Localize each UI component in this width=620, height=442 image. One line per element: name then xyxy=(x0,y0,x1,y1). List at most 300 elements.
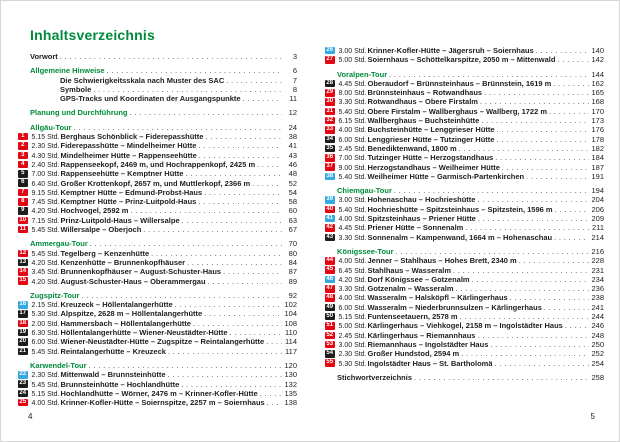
duration-label: 3.00 Std. xyxy=(338,197,367,205)
page-number: 216 xyxy=(591,246,604,256)
page-number: 70 xyxy=(288,239,297,249)
dot-leader xyxy=(495,153,589,162)
section-heading-label: Ammergau-Tour xyxy=(30,239,88,249)
toc-section xyxy=(325,70,604,182)
section-heading-label: Planung und Durchführung xyxy=(30,108,128,118)
dot-leader xyxy=(182,216,282,225)
section-heading xyxy=(30,108,297,117)
dot-leader xyxy=(185,169,282,178)
duration-label: 2.00 Std. xyxy=(31,320,60,328)
dot-leader xyxy=(204,309,282,318)
toc-entry xyxy=(18,141,297,150)
page-number: 184 xyxy=(591,153,604,163)
page-number: 168 xyxy=(591,97,604,107)
dot-leader xyxy=(453,266,589,275)
toc-entry xyxy=(325,275,604,284)
duration-label: 4.00 Std. xyxy=(338,295,367,303)
route-title: Kemptner Hütte – Prinz-Luitpold-Haus xyxy=(60,197,197,207)
route-title: Funtenseetauern, 2578 m xyxy=(367,312,458,322)
toc-entry xyxy=(18,319,297,328)
route-title: Benediktenwand, 1800 m xyxy=(367,143,457,153)
dot-leader xyxy=(208,277,282,286)
dot-leader xyxy=(502,163,589,172)
section-heading-label: Chiemgau-Tour xyxy=(337,186,392,196)
folio-right: 5 xyxy=(590,412,595,421)
section-heading-label: Allgemeine Hinweise xyxy=(30,66,105,76)
tour-number-badge: 12 xyxy=(19,249,27,256)
route-title: Tutzinger Hütte – Herzogstandhaus xyxy=(367,153,494,163)
dot-leader xyxy=(198,141,282,150)
route-title: Mindelheimer Hütte – Rappenseehütte xyxy=(60,150,197,160)
tour-number-badge: 29 xyxy=(326,89,334,96)
route-title: Rotwandhaus – Obere Firstalm xyxy=(367,97,478,107)
dot-leader xyxy=(130,206,282,215)
toc-entry xyxy=(18,160,297,169)
tour-number-badge: 14 xyxy=(19,268,27,275)
duration-label: 6.00 Std. xyxy=(338,304,367,312)
tour-number-badge: 34 xyxy=(326,135,334,142)
dot-leader xyxy=(187,258,282,267)
tour-number-badge: 43 xyxy=(326,233,334,240)
dot-leader xyxy=(460,312,589,321)
toc-entry xyxy=(325,266,604,275)
route-title: Hammersbach – Höllentalangerhütte xyxy=(60,318,191,328)
page-number: 89 xyxy=(288,276,297,286)
toc-section xyxy=(325,247,604,368)
route-title: Lenggrieser Hütte – Tutzinger Hütte xyxy=(367,134,495,144)
toc-entry xyxy=(325,79,604,88)
duration-label: 3.00 Std. xyxy=(338,341,367,349)
section-heading xyxy=(30,291,297,300)
toc-entry xyxy=(18,267,297,276)
duration-label: 5.30 Std. xyxy=(338,360,367,368)
duration-label: 5.40 Std. xyxy=(338,206,367,214)
toc-entry xyxy=(325,205,604,214)
dot-leader xyxy=(519,256,589,265)
tour-number-badge: 6 xyxy=(18,179,28,187)
tour-number-badge: 23 xyxy=(19,380,27,387)
route-title: Kemptner Hütte – Edmund-Probst-Haus xyxy=(60,187,203,197)
tour-number-badge: 44 xyxy=(326,257,334,264)
toc-entry xyxy=(18,225,297,234)
duration-label: 3.00 Std. xyxy=(338,48,367,55)
toc-entry xyxy=(325,55,604,64)
toc-entry xyxy=(325,144,604,153)
route-title: Hochvogel, 2592 m xyxy=(60,206,129,216)
tour-number-badge: 2 xyxy=(18,142,28,150)
route-title: Gotzenalm – Wasseralm xyxy=(367,284,454,294)
duration-label: 4.30 Std. xyxy=(31,152,60,160)
page-number: 162 xyxy=(591,78,604,88)
route-title: Hochrieshütte – Spitzsteinhaus – Spitzstein, 1596 m xyxy=(367,204,553,214)
toc-entry xyxy=(325,321,604,330)
page-number: 8 xyxy=(292,84,297,94)
route-title: Hochlandhütte – Wörner, 2476 m – Krinner-Kofler-Hütte xyxy=(60,388,258,398)
route-title: Prinz-Luitpold-Haus – Willersalpe xyxy=(60,215,180,225)
page-number: 236 xyxy=(591,284,604,294)
tour-number-badge: 41 xyxy=(326,214,334,221)
toc-entry xyxy=(325,340,604,349)
page-number: 187 xyxy=(591,162,604,172)
dot-leader xyxy=(81,291,282,300)
page-number: 38 xyxy=(288,132,297,142)
dot-leader xyxy=(414,373,589,382)
duration-label: 5.45 Std. xyxy=(31,348,60,356)
duration-label: 6.15 Std. xyxy=(338,118,367,126)
dot-leader xyxy=(198,197,282,206)
tour-number-badge: 5 xyxy=(18,170,28,178)
page-number: 138 xyxy=(284,398,297,408)
page-number: 248 xyxy=(591,330,604,340)
route-title: Rappenseekopf, 2469 m, und Hochrappenkopf, 2425 m xyxy=(60,159,256,169)
dot-leader xyxy=(60,52,282,61)
duration-label: 7.00 Std. xyxy=(338,155,367,163)
page-number: 209 xyxy=(591,214,604,224)
page-number: 140 xyxy=(591,46,604,55)
duration-label: 5.30 Std. xyxy=(31,311,60,319)
dot-leader xyxy=(168,347,282,356)
dot-leader xyxy=(490,340,589,349)
tour-number-badge: 3 xyxy=(18,152,28,160)
route-title: Priener Hütte – Sonnenalm xyxy=(367,223,464,233)
toc-section xyxy=(325,46,604,65)
section-heading-label: Königssee-Tour xyxy=(337,246,394,256)
duration-label: 5.00 Std. xyxy=(338,57,367,65)
route-title: Weilheimer Hütte – Garmisch-Partenkirchen xyxy=(367,171,525,181)
page-number: 246 xyxy=(591,321,604,331)
route-title: Buchsteinhütte – Lenggrieser Hütte xyxy=(367,125,495,135)
page-number: 58 xyxy=(288,197,297,207)
toc-section xyxy=(18,239,297,285)
dot-leader xyxy=(497,125,589,134)
duration-label: 7.00 Std. xyxy=(31,171,60,179)
duration-label: 2.40 Std. xyxy=(31,161,60,169)
toc-section xyxy=(18,66,297,103)
toc-entry xyxy=(18,169,297,178)
dot-leader xyxy=(223,267,282,276)
route-title: Soiernhaus – Schöttelkarspitze, 2050 m – Mittenwald xyxy=(367,55,556,65)
duration-label: 4.20 Std. xyxy=(338,276,367,284)
toc-entry xyxy=(60,94,297,103)
section-heading-label: Zugspitz-Tour xyxy=(30,290,80,300)
toc-entry xyxy=(325,312,604,321)
section-heading xyxy=(30,66,297,75)
duration-label: 2.15 Std. xyxy=(31,302,60,310)
dot-leader xyxy=(389,70,589,79)
toc-entry xyxy=(325,359,604,368)
duration-label: 2.30 Std. xyxy=(338,351,367,359)
route-title: Riemannhaus – Ingolstädter Haus xyxy=(367,339,489,349)
duration-label: 4.20 Std. xyxy=(31,208,60,216)
toc-entry xyxy=(60,76,297,85)
page-number: 144 xyxy=(591,69,604,79)
route-title: Sonnenalm – Kampenwand, 1664 m – Hohenaschau xyxy=(367,232,553,242)
route-title: Wasseralm – Niederbrunnsulzen – Kärlingerhaus xyxy=(367,302,542,312)
page-number: 135 xyxy=(284,388,297,398)
tour-number-badge: 16 xyxy=(19,301,27,308)
tour-number-badge: 26 xyxy=(326,46,334,53)
page-number: 43 xyxy=(288,150,297,160)
dot-leader xyxy=(565,321,589,330)
route-title: Brunnsteinhütte – Hochlandhütte xyxy=(60,379,180,389)
section-heading xyxy=(30,361,297,370)
dot-leader xyxy=(230,328,282,337)
dot-leader xyxy=(175,300,282,309)
duration-label: 4.20 Std. xyxy=(31,278,60,286)
toc-entry xyxy=(18,347,297,356)
duration-label: 7.45 Std. xyxy=(31,199,60,207)
tour-number-badge: 27 xyxy=(326,56,334,63)
toc-entry xyxy=(325,284,604,293)
section-heading-label: Voralpen-Tour xyxy=(337,69,388,79)
route-title: Stahlhaus – Wasseralm xyxy=(367,265,452,275)
page-number: 250 xyxy=(591,339,604,349)
tour-number-badge: 4 xyxy=(18,161,28,169)
dot-leader xyxy=(90,239,282,248)
dot-leader xyxy=(456,284,589,293)
page-number: 120 xyxy=(284,360,297,370)
tour-number-badge: 10 xyxy=(19,216,27,223)
dot-leader xyxy=(477,195,589,204)
tour-number-badge: 33 xyxy=(326,126,334,133)
dot-leader xyxy=(394,186,589,195)
dot-leader xyxy=(481,116,589,125)
toc-entry xyxy=(325,214,604,223)
dot-leader xyxy=(496,135,589,144)
toc-right-page xyxy=(325,27,604,407)
duration-label: 4.45 Std. xyxy=(338,225,367,233)
page-number: 92 xyxy=(288,290,297,300)
page-number: 3 xyxy=(292,52,297,61)
section-heading-label: Allgäu-Tour xyxy=(30,122,72,132)
page-number: 67 xyxy=(288,225,297,235)
route-title: Wasseralm – Halsköpfl – Kärlingerhaus xyxy=(367,293,508,303)
tour-number-badge: 46 xyxy=(326,275,334,282)
dot-leader xyxy=(267,398,282,407)
page-number: 231 xyxy=(591,265,604,275)
section-heading-label: Karwendel-Tour xyxy=(30,360,87,370)
tour-number-badge: 19 xyxy=(19,328,27,335)
page-number: 214 xyxy=(591,232,604,242)
page-number: 142 xyxy=(591,55,604,65)
dot-leader xyxy=(243,94,282,103)
toc-entry xyxy=(325,256,604,265)
tour-number-badge: 50 xyxy=(326,312,334,319)
route-title: Brünnsteinhaus – Rotwandhaus xyxy=(367,88,483,98)
dot-leader xyxy=(257,160,282,169)
toc-entry xyxy=(325,125,604,134)
dot-leader xyxy=(107,66,282,75)
page-number: 244 xyxy=(591,312,604,322)
section-heading xyxy=(337,186,604,195)
route-title: Großer Hundstod, 2594 m xyxy=(367,349,460,359)
tour-number-badge: 21 xyxy=(19,347,27,354)
tour-number-badge: 7 xyxy=(18,189,28,197)
route-title: Obere Firstalm – Wallberghaus – Wallberg, 1722 m xyxy=(367,106,548,116)
toc-entry xyxy=(325,135,604,144)
dot-leader xyxy=(477,331,589,340)
page-number: 104 xyxy=(284,309,297,319)
route-title: Berghaus Schönblick – Fiderepasshütte xyxy=(60,132,204,142)
tour-number-badge: 22 xyxy=(19,371,27,378)
toc-entry xyxy=(18,206,297,215)
tour-number-badge: 52 xyxy=(326,331,334,338)
dot-leader xyxy=(260,389,282,398)
page-number: 12 xyxy=(288,108,297,118)
dot-leader xyxy=(555,205,589,214)
page-number: 63 xyxy=(288,215,297,225)
duration-label: 4.20 Std. xyxy=(31,259,60,267)
dot-leader xyxy=(526,172,589,181)
tour-number-badge: 11 xyxy=(19,225,26,232)
dot-leader xyxy=(93,85,282,94)
toc-entry xyxy=(18,300,297,309)
tour-number-badge: 49 xyxy=(326,303,334,310)
toc-left-sections xyxy=(18,52,297,407)
route-title: Rappenseehütte – Kemptner Hütte xyxy=(60,169,184,179)
tour-number-badge: 8 xyxy=(18,198,28,206)
page-number: 170 xyxy=(591,106,604,116)
tour-number-badge: 35 xyxy=(326,144,334,151)
route-title: Wallberghaus – Buchsteinhütte xyxy=(367,116,480,126)
page-number: 132 xyxy=(284,379,297,389)
dot-leader xyxy=(193,319,282,328)
duration-label: 9.00 Std. xyxy=(338,164,367,172)
folio-left: 4 xyxy=(28,412,33,421)
tour-number-badge: 53 xyxy=(326,340,334,347)
tour-number-badge: 36 xyxy=(326,154,334,161)
page-number: 254 xyxy=(591,358,604,368)
toc-entry xyxy=(18,277,297,286)
route-title: Reintalangerhütte – Kreuzeck xyxy=(60,346,166,356)
route-title: Willersalpe – Oberjoch xyxy=(60,225,142,235)
page-number: 117 xyxy=(285,346,297,356)
dot-leader xyxy=(205,132,282,141)
page-number: 6 xyxy=(292,66,297,76)
toc-entry xyxy=(325,303,604,312)
toc-spread xyxy=(1,1,619,407)
toc-section xyxy=(325,373,604,382)
duration-label: 5.45 Std. xyxy=(31,381,60,389)
toc-entry xyxy=(18,179,297,188)
toc-entry xyxy=(18,151,297,160)
toc-entry xyxy=(18,389,297,398)
toc-entry xyxy=(60,85,297,94)
route-title: Kenzenhütte – Brunnenkopfhäuser xyxy=(60,257,186,267)
section-heading xyxy=(30,52,297,61)
dot-leader xyxy=(536,46,589,55)
page-number: 24 xyxy=(288,122,297,132)
page-number: 206 xyxy=(591,204,604,214)
page-number: 52 xyxy=(288,178,297,188)
toc-entry xyxy=(325,46,604,55)
dot-leader xyxy=(459,144,589,153)
page-number: 110 xyxy=(285,328,297,338)
duration-label: 5.00 Std. xyxy=(338,323,367,331)
route-title: Wiener-Neustädter-Hütte – Zugspitze – Reintalangerhütte xyxy=(60,337,265,347)
dot-leader xyxy=(461,349,589,358)
section-heading xyxy=(337,373,604,382)
dot-leader xyxy=(396,247,589,256)
dot-leader xyxy=(266,337,282,346)
page-number: 182 xyxy=(591,143,604,153)
page-number: 194 xyxy=(591,186,604,196)
page-title: Inhaltsverzeichnis xyxy=(30,27,155,43)
page-number: 241 xyxy=(591,302,604,312)
route-title: Tegelberg – Kenzenhütte xyxy=(60,248,150,258)
dot-leader xyxy=(74,123,282,132)
page-number: 80 xyxy=(288,248,297,258)
dot-leader xyxy=(544,303,589,312)
tour-number-badge: 25 xyxy=(19,398,27,405)
toc-entry xyxy=(325,233,604,242)
dot-leader xyxy=(130,108,283,117)
toc-entry xyxy=(325,97,604,106)
route-title: Kreuzeck – Höllentalangerhütte xyxy=(60,300,173,310)
route-title: Krinner-Kofler-Hütte – Jägersruh – Soiernhaus xyxy=(367,46,534,55)
route-title: August-Schuster-Haus – Oberammergau xyxy=(60,276,206,286)
duration-label: 5.40 Std. xyxy=(338,108,367,116)
dot-leader xyxy=(181,380,282,389)
duration-label: 6.00 Std. xyxy=(31,339,60,347)
tour-number-badge: 38 xyxy=(326,172,334,179)
duration-label: 4.00 Std. xyxy=(31,400,60,408)
page-number: 41 xyxy=(288,141,297,151)
route-title: Hohenaschau – Hochrieshütte xyxy=(367,195,476,205)
toc-entry xyxy=(325,116,604,125)
page-number: 54 xyxy=(288,187,297,197)
toc-entry xyxy=(18,216,297,225)
dot-leader xyxy=(204,188,282,197)
toc-entry xyxy=(325,331,604,340)
tour-number-badge: 32 xyxy=(326,116,334,123)
tour-number-badge: 31 xyxy=(326,107,334,114)
toc-entry xyxy=(325,163,604,172)
tour-number-badge: 13 xyxy=(19,258,27,265)
page-number: 176 xyxy=(591,125,604,135)
dot-leader xyxy=(553,79,589,88)
route-title: Kärlingerhaus – Riemannhaus xyxy=(367,330,476,340)
toc-right-sections xyxy=(325,46,604,382)
page-number: 228 xyxy=(591,256,604,266)
page-number: 114 xyxy=(285,337,297,347)
page-number: 178 xyxy=(591,134,604,144)
toc-entry xyxy=(18,328,297,337)
route-title: Dorf Königssee – Gotzenalm xyxy=(367,274,470,284)
toc-entry xyxy=(18,258,297,267)
dot-leader xyxy=(226,76,282,85)
tour-number-badge: 30 xyxy=(326,98,334,105)
tour-number-badge: 54 xyxy=(326,350,334,357)
route-title: Krinner-Kofler-Hütte – Soiernspitze, 2257 m – Soiernhaus xyxy=(60,398,265,408)
toc-entry xyxy=(18,132,297,141)
duration-label: 4.00 Std. xyxy=(338,216,367,224)
tour-number-badge: 39 xyxy=(326,196,334,203)
route-title: Höllentalangerhütte – Wiener-Neustädter-Hütte xyxy=(60,328,228,338)
toc-section xyxy=(18,291,297,356)
dot-leader xyxy=(252,179,282,188)
tour-number-badge: 18 xyxy=(19,319,27,326)
route-title: Oberaudorf – Brünnsteinhaus – Brünnstein, 1619 m xyxy=(367,78,552,88)
duration-label: 3.30 Std. xyxy=(338,286,367,294)
page-number: 84 xyxy=(288,257,297,267)
dot-leader xyxy=(554,233,589,242)
toc-section xyxy=(325,186,604,242)
route-title: Spitzsteinhaus – Priener Hütte xyxy=(367,214,476,224)
page-number: 46 xyxy=(288,159,297,169)
page-number: 87 xyxy=(288,267,297,277)
duration-label: 5.40 Std. xyxy=(338,173,367,181)
